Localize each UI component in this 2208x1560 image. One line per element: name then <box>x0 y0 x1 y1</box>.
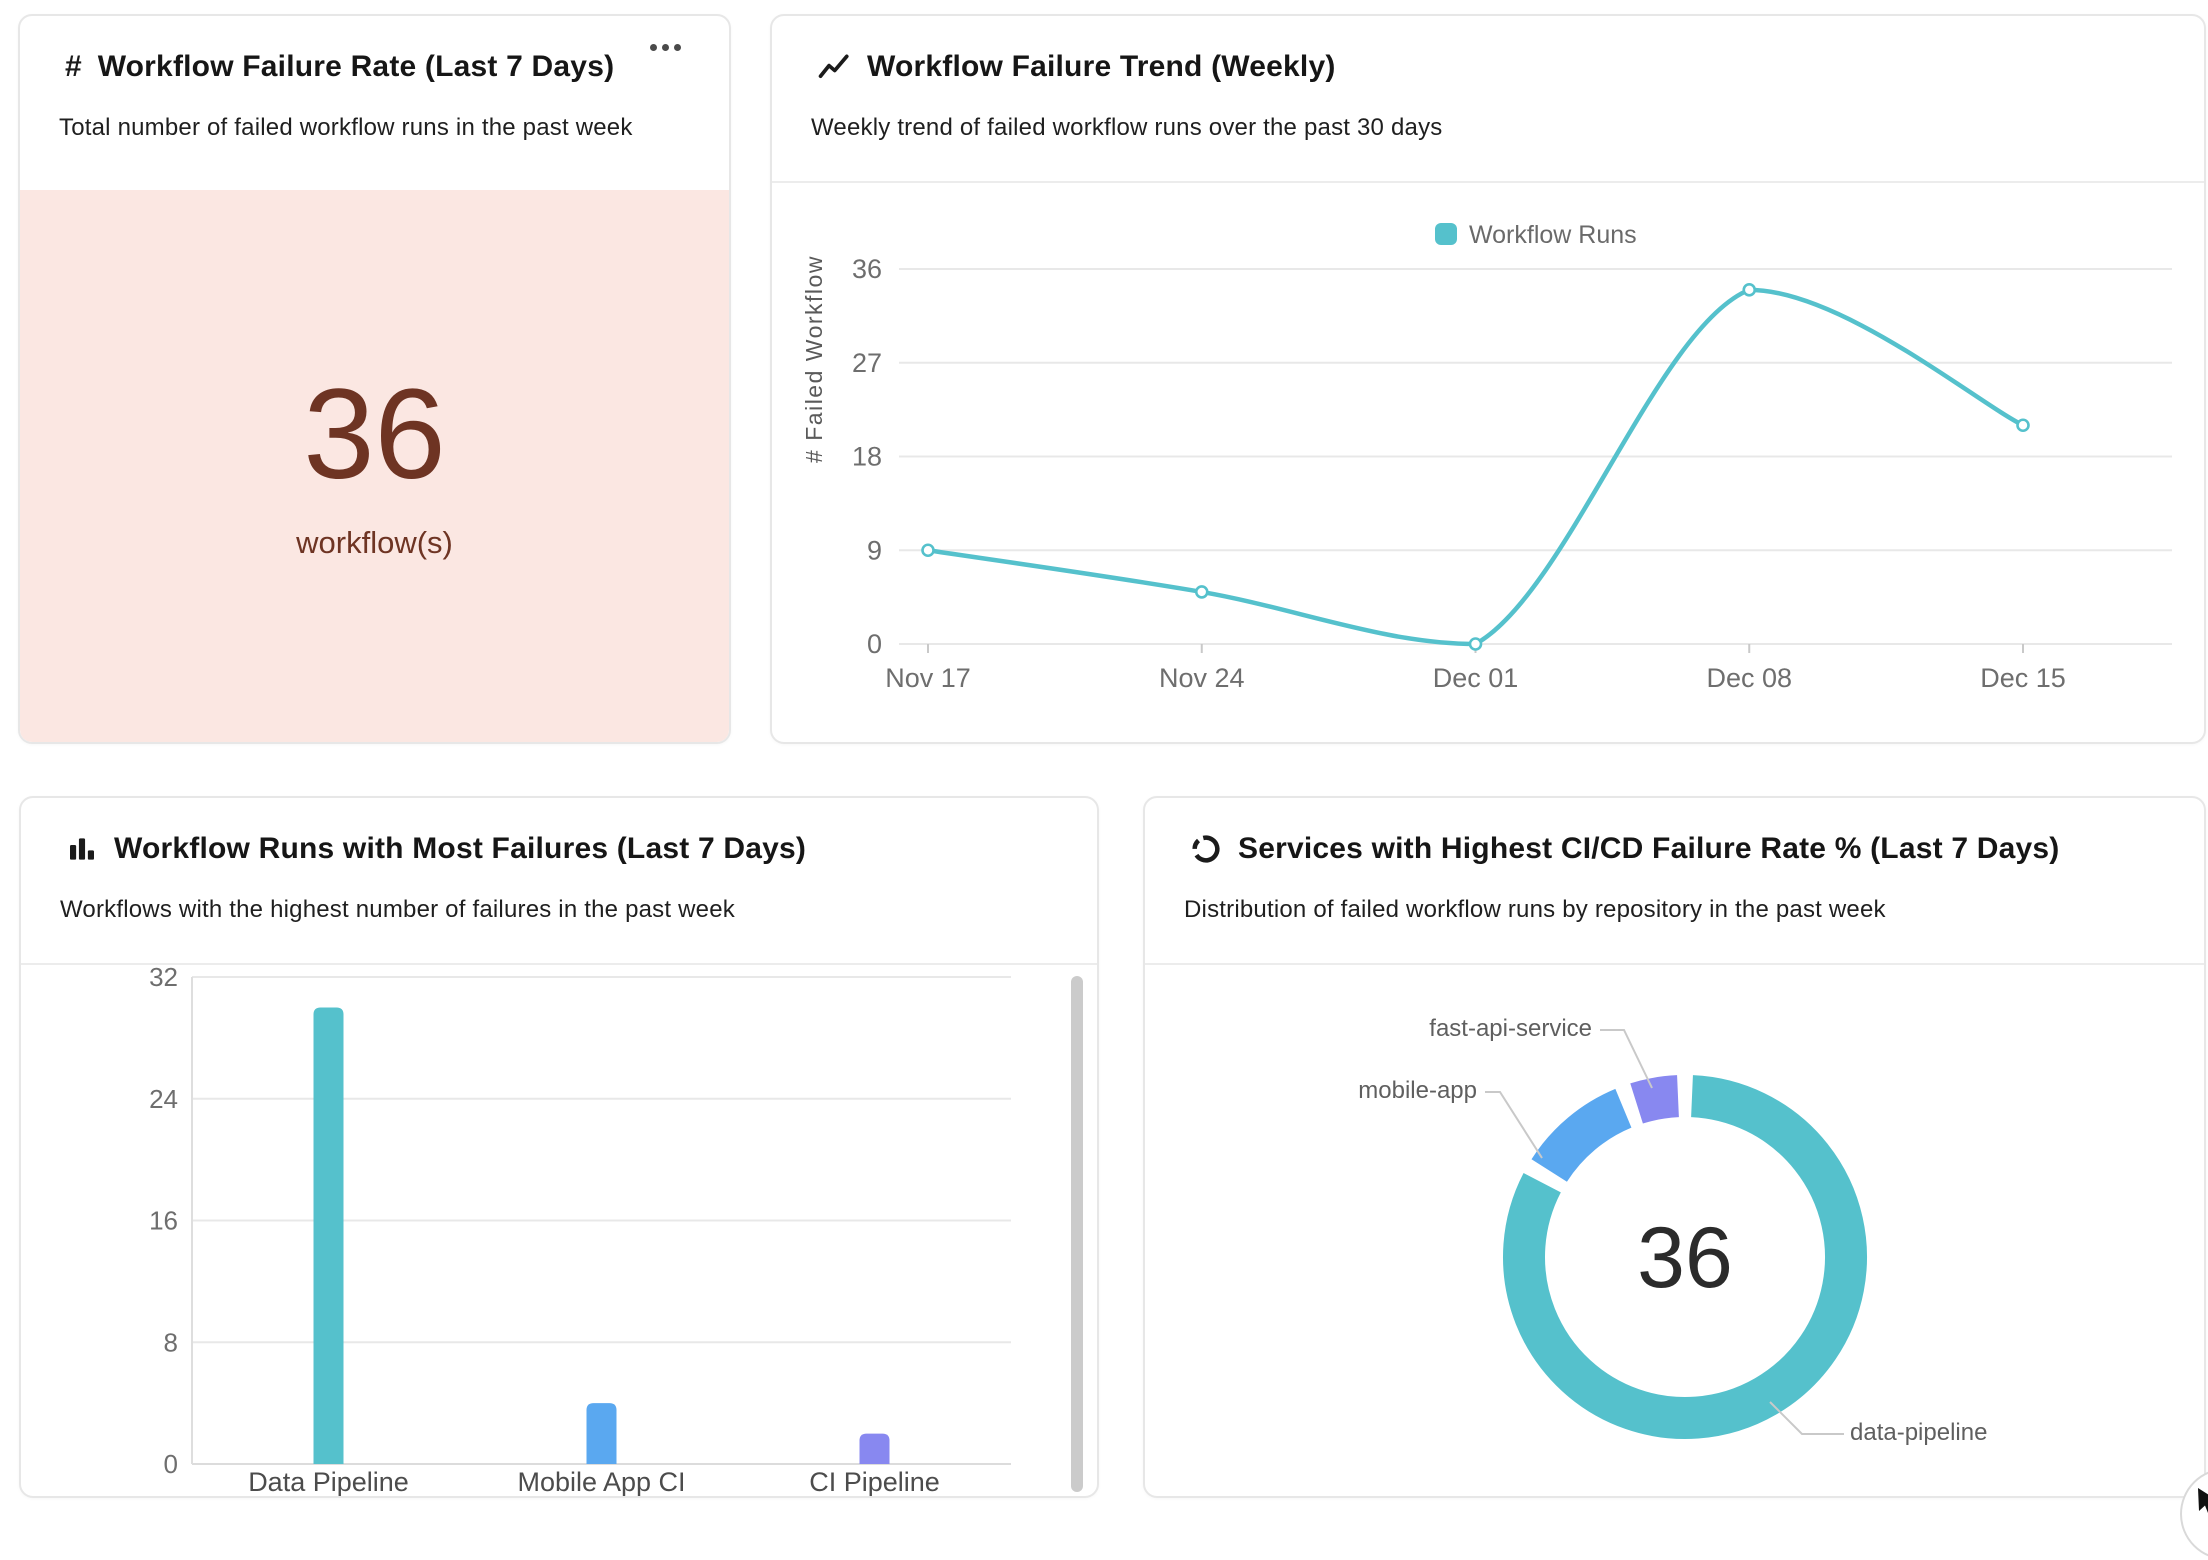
bar-mobile-app-ci <box>587 1403 617 1464</box>
x-category-label: Data Pipeline <box>248 1467 409 1497</box>
y-tick-label: 27 <box>851 347 882 378</box>
failed-workflows-count: 36 <box>303 363 446 506</box>
x-tick-label: Dec 08 <box>1706 663 1793 693</box>
legend-marker <box>1435 223 1457 245</box>
y-tick-label: 24 <box>149 1083 178 1114</box>
services-donut-svg <box>1145 962 2206 1498</box>
slice-label-fast-api-service: fast-api-service <box>1429 1015 1592 1042</box>
card-title: Workflow Runs with Most Failures (Last 7 Days) <box>114 832 807 865</box>
card-subtitle: Weekly trend of failed workflow runs over the past 30 days <box>811 114 1443 141</box>
y-tick-label: 9 <box>866 535 882 566</box>
trend-line-svg <box>772 184 2204 744</box>
donut-segment-fast-api-service <box>1637 1096 1678 1103</box>
data-point-marker <box>2018 420 2029 431</box>
card-subtitle: Distribution of failed workflow runs by repository in the past week <box>1184 896 1886 923</box>
label-leader-line <box>1485 1092 1542 1158</box>
cursor-icon <box>2196 1486 2208 1516</box>
data-point-marker <box>1744 284 1755 295</box>
legend-label: Workflow Runs <box>1469 221 1637 249</box>
data-point-marker <box>923 545 934 556</box>
donut-chart <box>1145 962 2204 1496</box>
y-tick-label: 32 <box>149 962 178 992</box>
x-tick-label: Dec 01 <box>1432 663 1519 693</box>
y-tick-label: 16 <box>149 1205 178 1236</box>
x-tick-label: Dec 15 <box>1980 663 2066 693</box>
card-workflow-runs-most-failures <box>19 796 1099 1498</box>
label-leader-line <box>1600 1030 1652 1088</box>
data-point-marker <box>1196 586 1207 597</box>
card-workflow-failure-rate <box>18 14 731 744</box>
bar-data-pipeline <box>314 1007 344 1464</box>
slice-label-data-pipeline: data-pipeline <box>1850 1419 1988 1446</box>
y-axis-name: # Failed Workflow <box>801 255 827 463</box>
bar-chart-icon <box>66 833 98 865</box>
card-header <box>1145 798 2204 965</box>
trending-up-icon <box>817 50 851 84</box>
line-chart <box>772 184 2204 742</box>
x-category-label: CI Pipeline <box>809 1467 940 1497</box>
failures-bar-svg <box>21 962 1097 1498</box>
data-point-marker <box>1470 639 1481 650</box>
card-workflow-failure-trend <box>770 14 2206 744</box>
bar-chart <box>21 962 1097 1496</box>
failed-workflows-unit: workflow(s) <box>296 525 453 560</box>
donut-icon <box>1190 833 1222 865</box>
x-tick-label: Nov 17 <box>885 663 971 693</box>
x-category-label: Mobile App CI <box>517 1467 686 1497</box>
card-subtitle: Total number of failed workflow runs in the past week <box>59 114 633 141</box>
y-tick-label: 18 <box>851 441 882 472</box>
legend <box>1435 221 1637 249</box>
card-header <box>21 798 1097 965</box>
donut-segment-mobile-app <box>1549 1108 1623 1170</box>
card-header <box>772 16 2204 183</box>
line-series <box>928 290 2023 644</box>
card-services-failure-rate <box>1143 796 2206 1498</box>
vertical-scrollbar[interactable] <box>1071 976 1083 1492</box>
donut-center-value: 36 <box>1637 1210 1733 1306</box>
hash-icon: # <box>65 50 82 83</box>
card-subtitle: Workflows with the highest number of failures in the past week <box>60 896 735 923</box>
more-horizontal-icon[interactable] <box>640 34 691 61</box>
card-title: Workflow Failure Rate (Last 7 Days) <box>97 50 615 83</box>
card-header <box>20 16 729 142</box>
stat-panel <box>20 190 729 742</box>
bar-ci-pipeline <box>860 1434 890 1464</box>
x-tick-label: Nov 24 <box>1158 663 1245 693</box>
y-tick-label: 0 <box>866 629 882 659</box>
y-tick-label: 36 <box>851 254 882 284</box>
card-title: Services with Highest CI/CD Failure Rate % (Last 7 Days) <box>1238 832 2060 865</box>
y-tick-label: 8 <box>163 1327 178 1358</box>
y-tick-label: 0 <box>163 1449 178 1479</box>
slice-label-mobile-app: mobile-app <box>1358 1077 1477 1104</box>
card-title: Workflow Failure Trend (Weekly) <box>867 50 1336 83</box>
